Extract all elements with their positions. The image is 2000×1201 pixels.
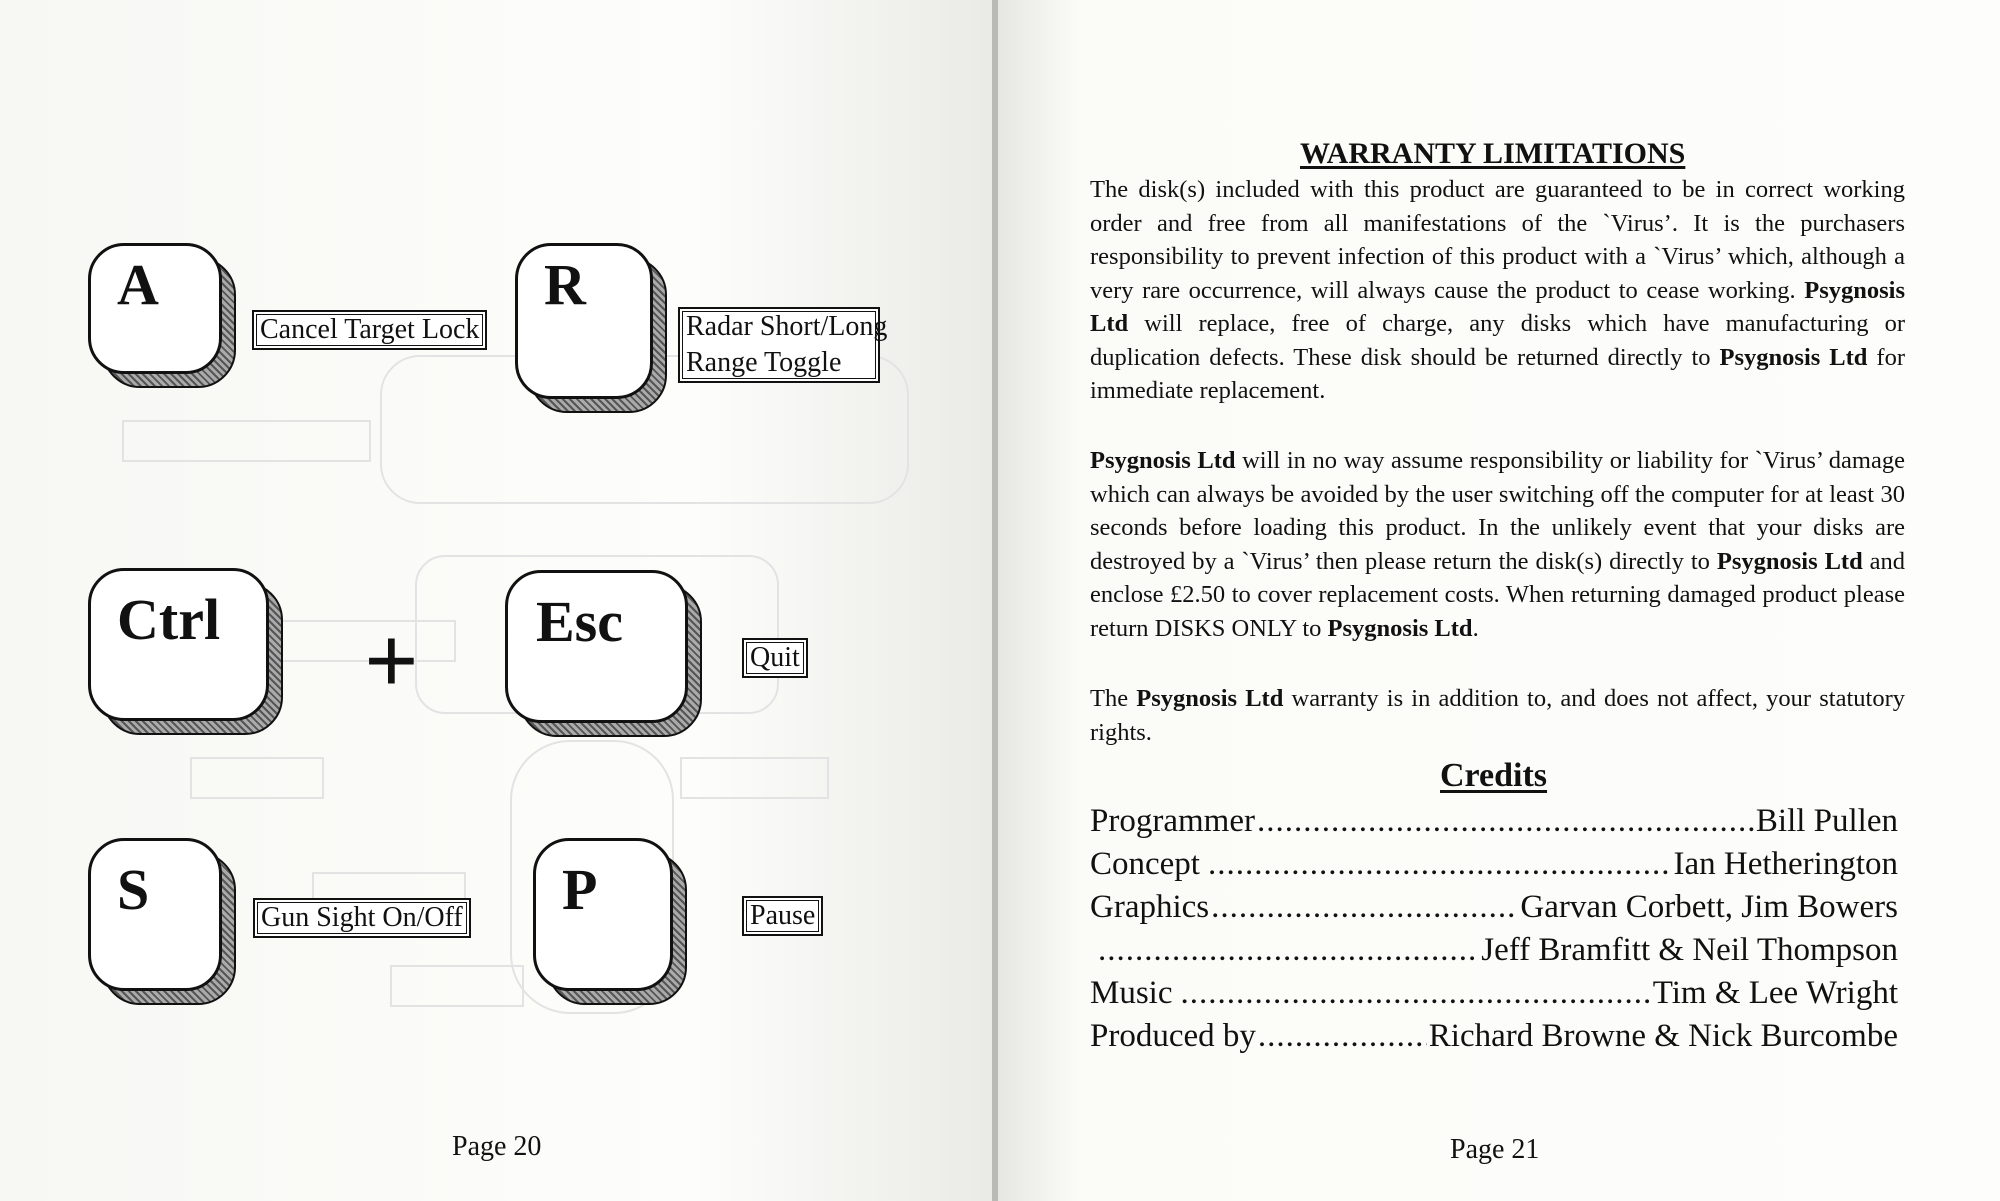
key-esc bbox=[505, 570, 702, 737]
warranty-paragraph-3 bbox=[1090, 682, 1905, 749]
credit-leader-dots bbox=[1181, 972, 1651, 1014]
key-face bbox=[88, 568, 269, 721]
p1-text-c: for immediate replacement. bbox=[1090, 343, 1905, 404]
credit-leader-dots bbox=[1257, 800, 1754, 842]
key-cap-label: S bbox=[117, 857, 150, 922]
credit-role: Programmer bbox=[1090, 803, 1255, 839]
credit-name: Bill Pullen bbox=[1755, 803, 1898, 839]
credit-row bbox=[1090, 886, 1898, 928]
p3-text-a: The bbox=[1090, 685, 1129, 712]
key-cap-label: Ctrl bbox=[117, 587, 221, 652]
credit-name: Ian Hetherington bbox=[1673, 846, 1898, 882]
credit-leader-dots bbox=[1258, 1015, 1427, 1057]
page-number-right: Page 21 bbox=[1450, 1134, 1540, 1165]
company-name: Psygnosis Ltd bbox=[1136, 685, 1284, 712]
gun-sight-label: Gun Sight On/Off bbox=[253, 898, 471, 938]
credit-role: Produced by bbox=[1090, 1018, 1256, 1054]
radar-toggle-line-1: Radar Short/Long bbox=[686, 311, 888, 342]
warranty-paragraph-2 bbox=[1090, 444, 1905, 645]
radar-toggle-line-2: Range Toggle bbox=[686, 347, 842, 378]
company-name: Psygnosis Ltd bbox=[1719, 343, 1868, 371]
cancel-target-lock-label: Cancel Target Lock bbox=[252, 310, 487, 350]
company-name: Psygnosis Ltd bbox=[1090, 276, 1905, 337]
key-cap-label: A bbox=[117, 252, 159, 317]
pause-label: Pause bbox=[742, 896, 823, 936]
credit-row bbox=[1090, 1015, 1898, 1057]
credit-row bbox=[1090, 800, 1898, 842]
company-name: Psygnosis Ltd bbox=[1327, 614, 1473, 642]
key-cap-label: R bbox=[544, 252, 586, 317]
credit-row bbox=[1090, 843, 1898, 885]
key-s bbox=[88, 838, 236, 1005]
key-face bbox=[88, 243, 222, 374]
key-face bbox=[505, 570, 688, 723]
quit-label: Quit bbox=[742, 638, 808, 678]
key-face bbox=[88, 838, 222, 991]
page-number-left: Page 20 bbox=[452, 1131, 542, 1162]
credit-row bbox=[1090, 929, 1898, 971]
key-face bbox=[533, 838, 673, 991]
p2-text-b: and enclose £2.50 to cover replacement costs. When returning damaged product please return DISKS ONLY to bbox=[1090, 547, 1906, 642]
key-ctrl bbox=[88, 568, 283, 735]
p1-text-a: The disk(s) included with this product are guaranteed to be in correct working order and free from all manifestations of the `Virus’. It is the purchasers responsibility to prevent infection of this product with a `Virus’ which, although a very rare occurrence, will always cause the product to cease working. bbox=[1090, 176, 1905, 304]
credit-leader-dots bbox=[1211, 886, 1518, 928]
warranty-paragraph-1 bbox=[1090, 173, 1905, 408]
warranty-title: WARRANTY LIMITATIONS bbox=[1300, 137, 1686, 170]
credit-name: Tim & Lee Wright bbox=[1652, 975, 1898, 1011]
credits-title: Credits bbox=[1440, 757, 1548, 794]
key-a bbox=[88, 243, 236, 388]
company-name: Psygnosis Ltd bbox=[1716, 547, 1863, 575]
credit-leader-dots bbox=[1208, 843, 1672, 885]
p2-text-c: . bbox=[1472, 614, 1479, 642]
p1-text-b: will replace, free of charge, any disks which have manufacturing or duplication defects. These disk should be returned directly to bbox=[1090, 310, 1905, 371]
credit-name: Jeff Bramfitt & Neil Thompson bbox=[1481, 932, 1898, 968]
key-r bbox=[515, 243, 667, 413]
key-cap-label: Esc bbox=[536, 589, 623, 654]
p2-text-a: will in no way assume responsibility or liability for `Virus’ damage which can always be avoided by the user switching off the computer for at least 30 seconds before loading this product. In the unlikely event that your disks are destroyed by a `Virus’ then please return the disk(s) directly to bbox=[1090, 447, 1905, 575]
credit-name: Richard Browne & Nick Burcombe bbox=[1428, 1018, 1898, 1054]
left-page bbox=[0, 0, 992, 1201]
credit-leader-dots bbox=[1098, 929, 1479, 971]
key-cap-label: P bbox=[562, 857, 598, 922]
company-name: Psygnosis Ltd bbox=[1090, 447, 1236, 474]
key-p bbox=[533, 838, 687, 1005]
credit-role: Graphics bbox=[1090, 889, 1210, 925]
credit-name: Garvan Corbett, Jim Bowers bbox=[1520, 889, 1898, 925]
credit-role: Music bbox=[1090, 975, 1173, 1011]
key-face bbox=[515, 243, 653, 399]
radar-toggle-label bbox=[678, 307, 888, 383]
credit-row bbox=[1090, 972, 1898, 1014]
p3-text-b: warranty is in addition to, and does not affect, your statutory rights. bbox=[1090, 685, 1905, 746]
credit-role: Concept bbox=[1090, 846, 1200, 882]
combo-plus: + bbox=[364, 607, 419, 714]
